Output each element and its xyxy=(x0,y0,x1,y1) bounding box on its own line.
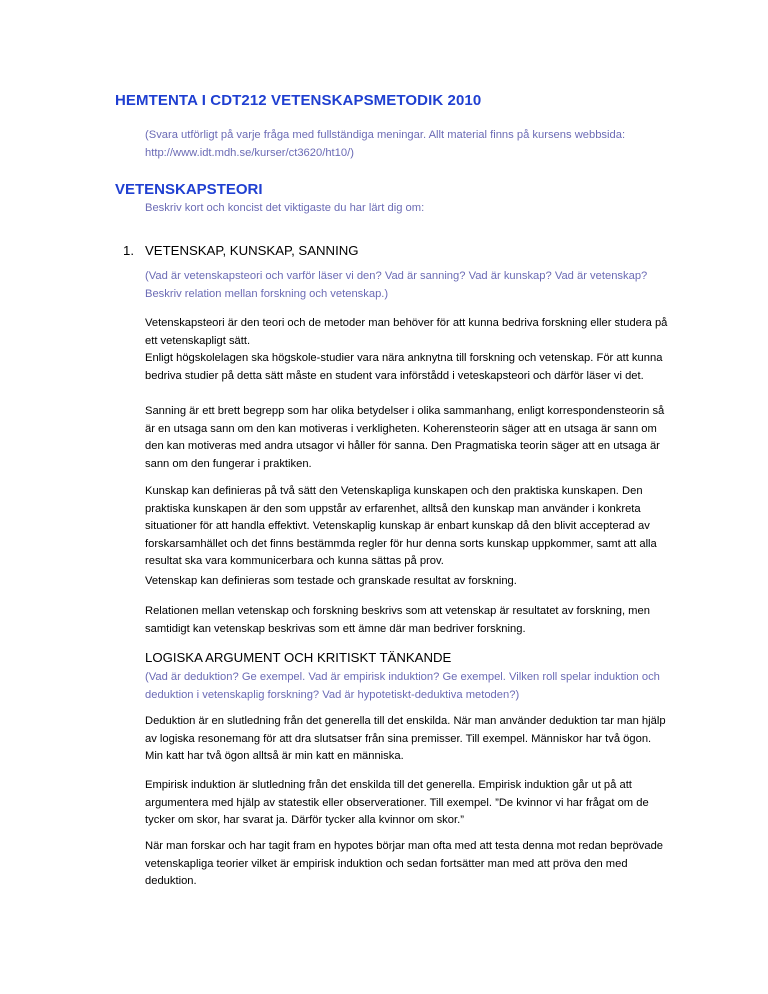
q1-answer-1b: Enligt högskolelagen ska högskole-studier vara nära anknytna till forskning och vetenskap. För att kunna bedriva studier på detta sätt måste en student vara införstådd i veteskapsteori och därför läser vi det. xyxy=(145,352,663,382)
q1-heading xyxy=(123,243,359,258)
q2-answer-1: Deduktion är en slutledning från det generella till det enskilda. När man använder deduktion tar man hjälp av logiska resonemang för att dra slutsatser från sina premisser. Till exempel. Människor har två ögon. Min katt har två ögon alltså är min katt en människa. xyxy=(145,715,666,763)
q1-question: (Vad är vetenskapsteori och varför läser vi den? Vad är sanning? Vad är kunskap? Vad är vetenskap? Beskriv relation mellan forskning och vetenskap.) xyxy=(145,270,648,300)
q2-question: (Vad är deduktion? Ge exempel. Vad är empirisk induktion? Ge exempel. Vilken roll spelar induktion och deduktion i vetenskaplig forskning? Vad är hypotetiskt-deduktiva metoden?) xyxy=(145,671,660,701)
q1-answer-1 xyxy=(145,315,670,385)
q2-heading: LOGISKA ARGUMENT OCH KRITISKT TÄNKANDE xyxy=(145,650,452,665)
q1-answer-1a: Vetenskapsteori är den teori och de metoder man behöver för att kunna bedriva forskning eller studera på ett vetenskapligt sätt. xyxy=(145,317,668,347)
q1-answer-4: Vetenskap kan definieras som testade och granskade resultat av forskning. xyxy=(145,575,517,587)
document-title: HEMTENTA I CDT212 VETENSKAPSMETODIK 2010 xyxy=(115,92,482,109)
q1-heading-text: VETENSKAP, KUNSKAP, SANNING xyxy=(145,243,359,258)
intro-instructions: (Svara utförligt på varje fråga med fullständiga meningar. Allt material finns på kursens webbsida: http://www.idt.mdh.se/kurser/ct3620/ht10/) xyxy=(145,129,626,159)
q1-answer-5: Relationen mellan vetenskap och forskning beskrivs som att vetenskap är resultatet av forskning, men samtidigt kan vetenskap beskrivas som ett ämne där man bedriver forskning. xyxy=(145,605,650,635)
q1-number: 1. xyxy=(123,243,134,258)
q1-answer-2: Sanning är ett brett begrepp som har olika betydelser i olika sammanhang, enligt korrespondensteorin så är en utsaga sann om den kan motiveras i verkligheten. Koherensteorin säger att en utsaga är sann om den kan motiveras med andra utsagor vi håller för sanna. Den Pragmatiska teorin säger att en utsaga är sann om den fungerar i praktiken. xyxy=(145,405,665,470)
section-heading: VETENSKAPSTEORI xyxy=(115,181,263,198)
section-subtitle: Beskriv kort och koncist det viktigaste du har lärt dig om: xyxy=(145,202,425,214)
q2-answer-2: Empirisk induktion är slutledning från det enskilda till det generella. Empirisk induktion går ut på att argumentera med hjälp av statestik eller observerationer. Till exempel. ”De kvinnor vi har frågat om de tycker om skor, har svarat ja. Därför tycker alla kvinnor om skor.” xyxy=(145,779,649,827)
q2-answer-3: När man forskar och har tagit fram en hypotes börjar man ofta med att testa denna mot redan beprövade vetenskapliga teorier vilket är empirisk induktion och sedan fortsätter man med att pröva den med deduktion. xyxy=(145,840,664,888)
q1-answer-3: Kunskap kan definieras på två sätt den Vetenskapliga kunskapen och den praktiska kunskapen. Den praktiska kunskapen är den som uppstår av erfarenhet, alltså den kunskap man använder i konkreta situationer för att handla effektivt. Vetenskaplig kunskap är enbart kunskap då den blivit accepterad av forskarsamhället och det finns bestämmda regler för hur denna sorts kunskap uppkommer, samt att alla resultat ska vara kommunicerbara och kunna sättas på prov. xyxy=(145,485,657,568)
